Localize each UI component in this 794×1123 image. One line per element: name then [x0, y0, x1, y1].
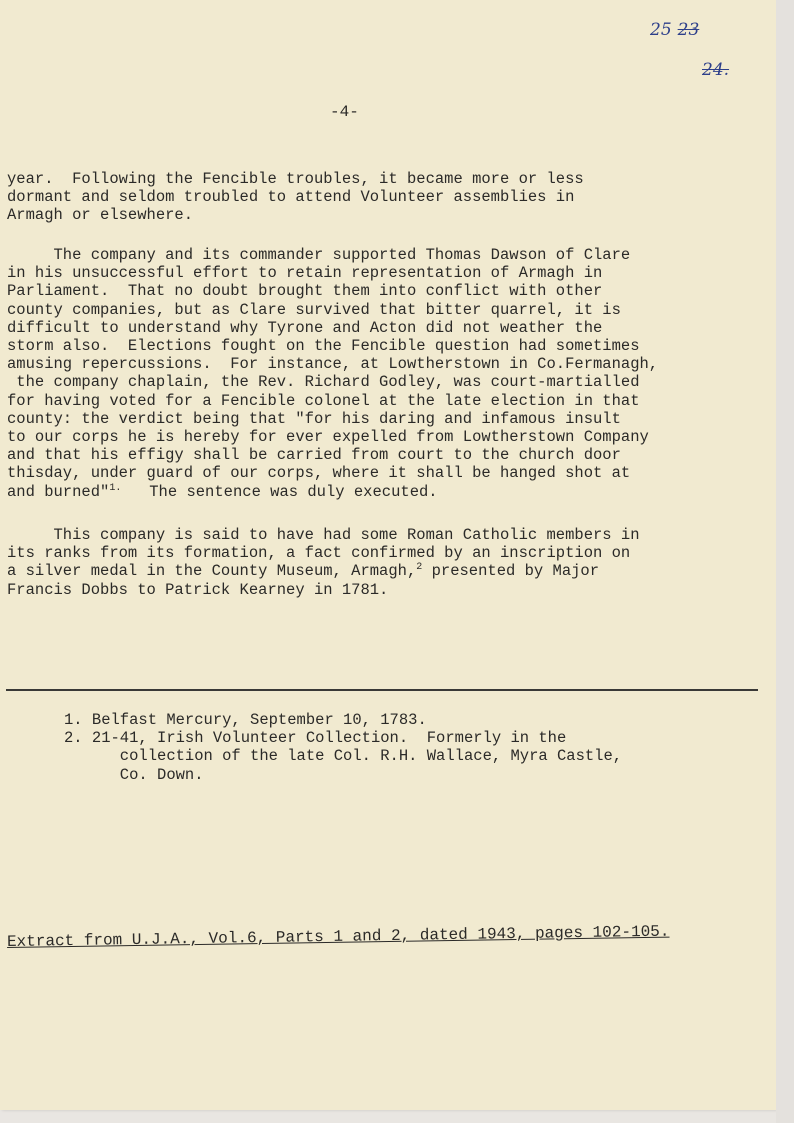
text-line: to our corps he is hereby for ever expelled from Lowtherstown Company	[7, 428, 649, 447]
text-line: The company and its commander supported Thomas Dawson of Clare	[7, 246, 631, 264]
footnote-reference: 1.	[109, 482, 122, 494]
paragraph-3	[7, 526, 767, 599]
current-page-number: 25	[650, 20, 672, 40]
text-fragment: presented by Major	[422, 562, 600, 581]
page-marker: -4-	[330, 103, 359, 121]
footnote: collection of the late Col. R.H. Wallace, Myra Castle,	[64, 747, 623, 766]
text-fragment: a silver medal in the County Museum, Armagh,	[7, 562, 417, 581]
struck-page-number: 23	[677, 20, 700, 40]
text-line: amusing repercussions. For instance, at Lowtherstown in Co.Fermanagh,	[7, 355, 659, 374]
text-line: storm also. Elections fought on the Fencible question had sometimes	[7, 337, 640, 356]
footnotes	[64, 711, 622, 784]
text-line	[7, 562, 767, 580]
text-line	[7, 483, 767, 501]
background-edge	[776, 0, 794, 1123]
footnote-divider	[6, 689, 758, 691]
footnote: 1. Belfast Mercury, September 10, 1783.	[64, 711, 427, 729]
text-line: Francis Dobbs to Patrick Kearney in 1781.	[7, 580, 389, 599]
footnote: 2. 21-41, Irish Volunteer Collection. Formerly in the	[64, 729, 567, 748]
text-line: thisday, under guard of our corps, where it shall be hanged shot at	[7, 464, 631, 483]
extract-source-note: Extract from U.J.A., Vol.6, Parts 1 and 2, dated 1943, pages 102-105.	[6, 922, 670, 951]
text-line: and that his effigy shall be carried from court to the church door	[7, 446, 621, 465]
text-line: dormant and seldom troubled to attend Volunteer assemblies in	[7, 188, 575, 207]
text-line: in his unsuccessful effort to retain representation of Armagh in	[7, 264, 603, 283]
struck-page-number-2: 24.	[702, 60, 730, 80]
handwritten-page-number	[650, 20, 699, 40]
text-line: its ranks from its formation, a fact confirmed by an inscription on	[7, 544, 631, 563]
text-fragment: and burned"	[7, 482, 110, 501]
text-fragment: The sentence was duly executed.	[121, 482, 438, 501]
paragraph-1	[7, 170, 767, 225]
text-line: difficult to understand why Tyrone and Acton did not weather the	[7, 318, 603, 337]
text-line: year. Following the Fencible troubles, it became more or less	[7, 170, 584, 188]
text-line: Armagh or elsewhere.	[7, 206, 194, 225]
text-line: county: the verdict being that "for his daring and infamous insult	[7, 409, 621, 428]
text-line: This company is said to have had some Roman Catholic members in	[7, 526, 640, 544]
footnote-reference: 2	[416, 562, 423, 574]
text-line: Parliament. That no doubt brought them into conflict with other	[7, 282, 603, 301]
footnote: Co. Down.	[64, 765, 204, 784]
paragraph-2	[7, 246, 767, 501]
text-line: the company chaplain, the Rev. Richard Godley, was court-martialled	[7, 373, 640, 392]
text-line: for having voted for a Fencible colonel at the late election in that	[7, 391, 640, 410]
text-line: county companies, but as Clare survived that bitter quarrel, it is	[7, 300, 621, 319]
